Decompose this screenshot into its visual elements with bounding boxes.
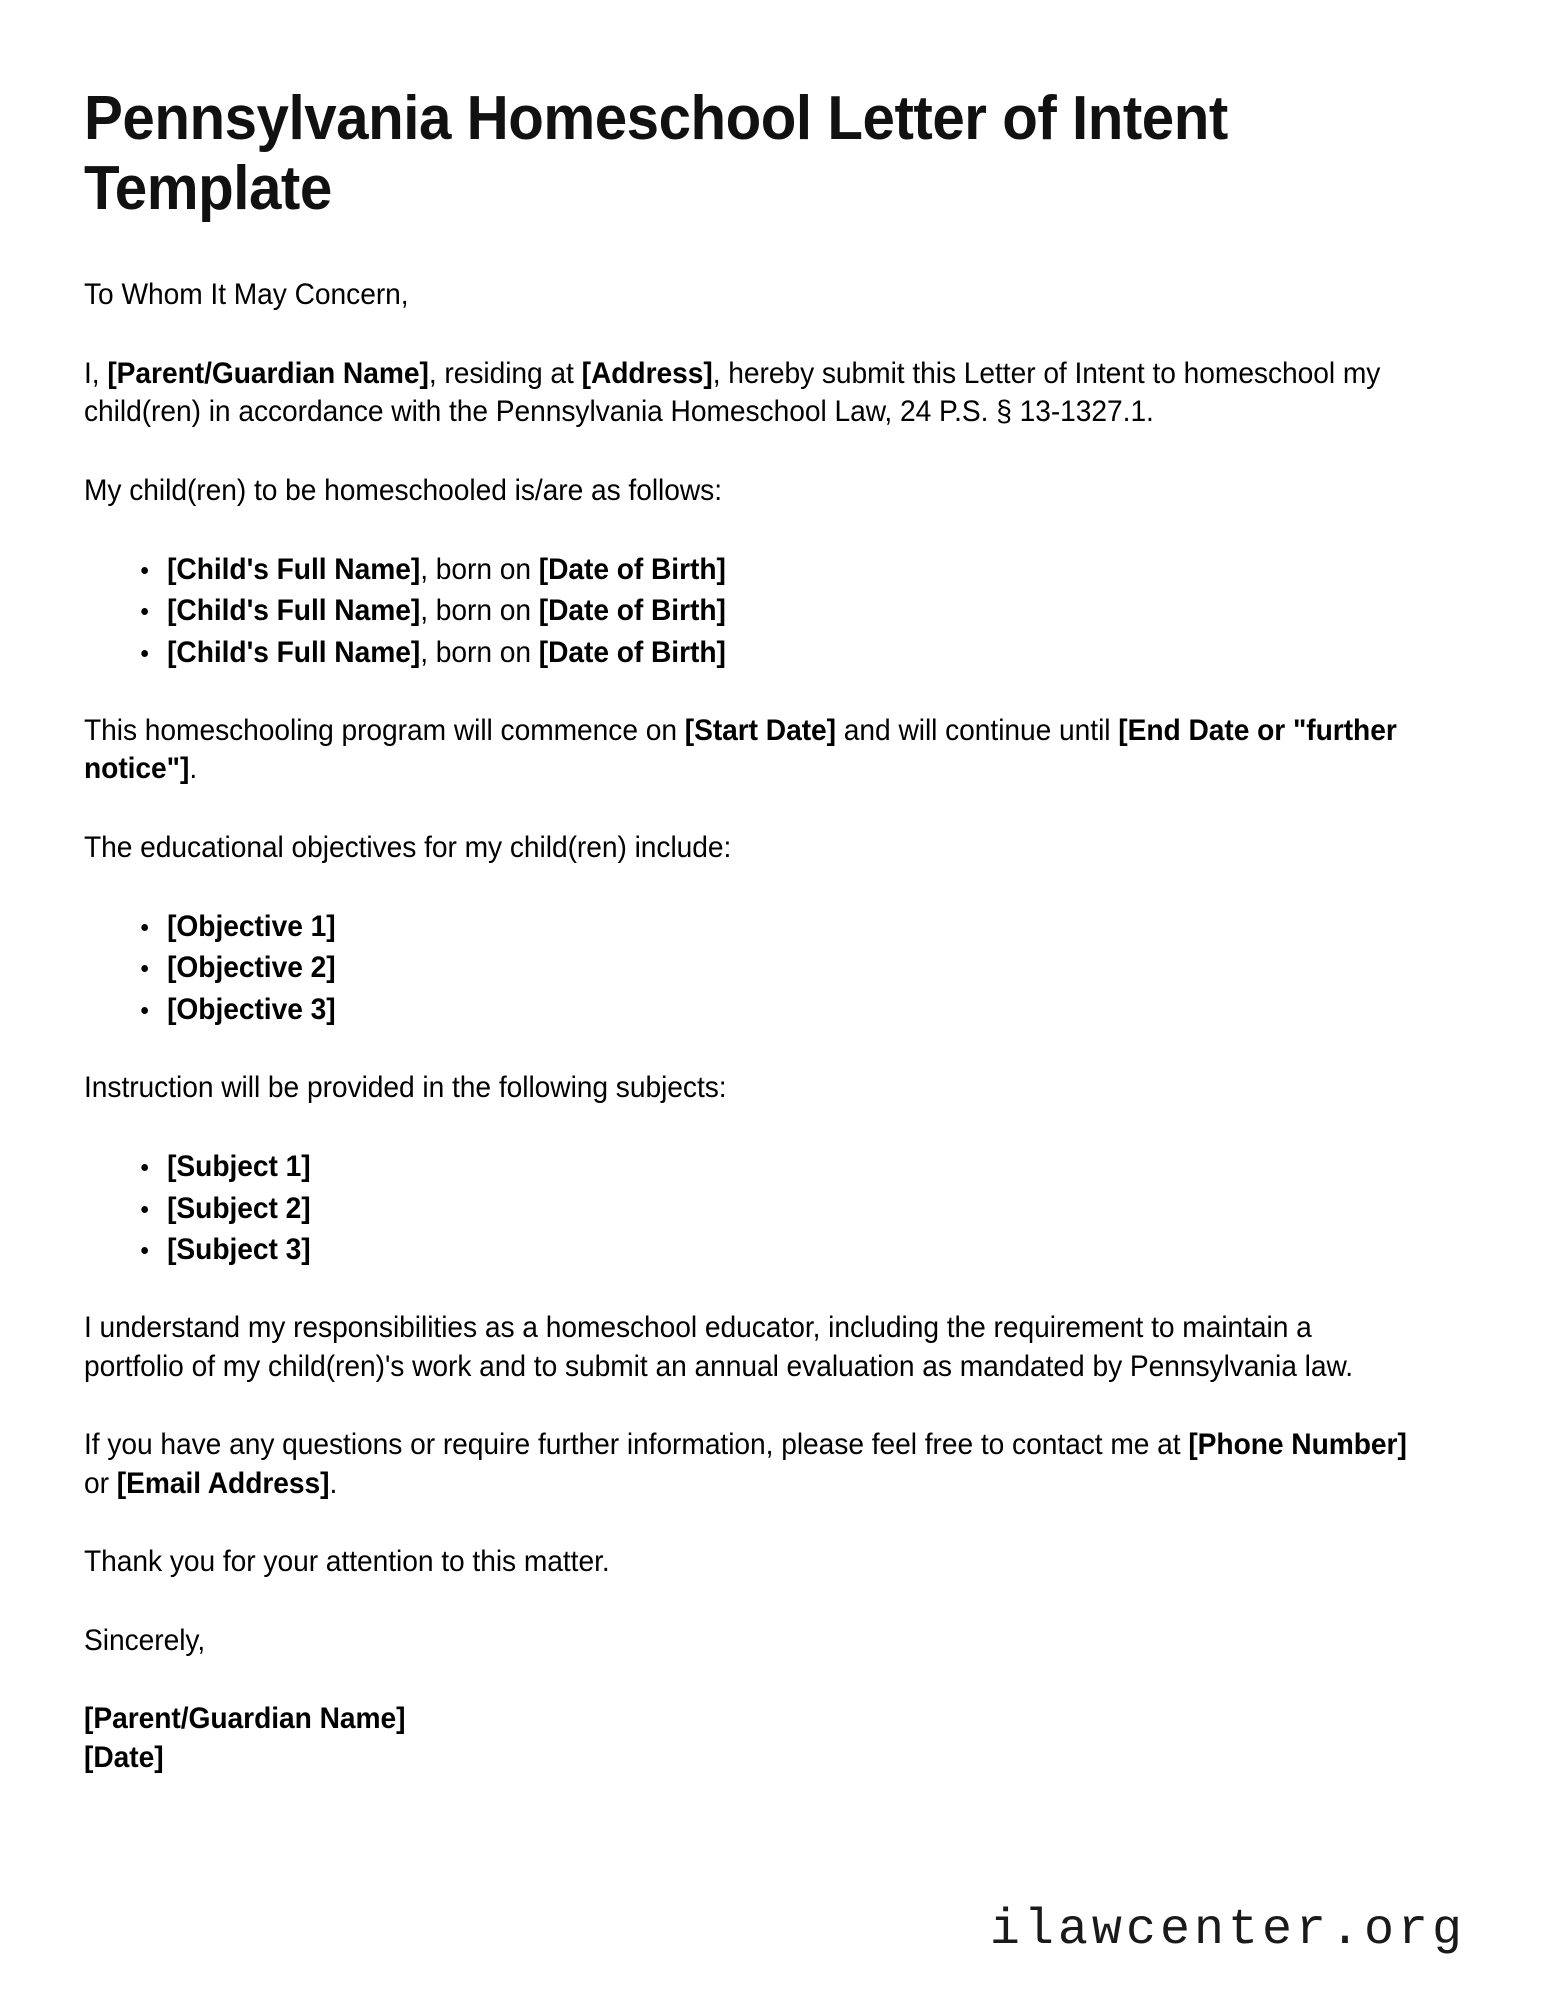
intro-lead: I,: [84, 356, 108, 390]
objective-placeholder: [Objective 2]: [167, 951, 336, 985]
email-placeholder: [Email Address]: [116, 1466, 330, 1500]
child-name-placeholder: [Child's Full Name]: [167, 553, 421, 587]
objective-placeholder: [Objective 1]: [167, 910, 336, 944]
child-name-placeholder: [Child's Full Name]: [167, 594, 421, 628]
address-placeholder: [Address]: [581, 356, 713, 390]
child-name-placeholder: [Child's Full Name]: [167, 635, 421, 669]
duration-paragraph: [84, 712, 1411, 789]
subject-placeholder: [Subject 1]: [167, 1150, 311, 1184]
list-item: [130, 990, 1452, 1029]
intro-tail: , hereby submit this Letter of Intent to homeschool my child(ren) in accordance with the Pennsylvania Homeschool Law, 24 P.S. § 13-1327.1.: [84, 356, 1381, 429]
salutation: To Whom It May Concern,: [84, 278, 409, 312]
site-watermark: ilawcenter.org: [989, 1902, 1466, 1959]
responsibilities-paragraph: I understand my responsibilities as a homeschool educator, including the requirement to maintain a portfolio of my child(ren)'s work and to submit an annual evaluation as mandated by Pennsylvania law.: [84, 1311, 1354, 1383]
objectives-heading: The educational objectives for my child(ren) include:: [84, 830, 732, 864]
closing-line: Sincerely,: [84, 1623, 206, 1657]
parent-name-placeholder: [Parent/Guardian Name]: [107, 356, 429, 390]
list-item: [130, 633, 1452, 672]
signature-name-placeholder: [Parent/Guardian Name]: [84, 1701, 406, 1735]
duration-tail: .: [189, 752, 198, 786]
list-item: [130, 1230, 1452, 1269]
start-date-placeholder: [Start Date]: [684, 713, 837, 747]
list-item: [130, 907, 1452, 946]
thanks-paragraph: Thank you for your attention to this matter.: [84, 1545, 610, 1579]
duration-lead: This homeschooling program will commence on: [84, 713, 685, 747]
child-dob-placeholder: [Date of Birth]: [538, 635, 726, 669]
child-born-text: , born on: [420, 635, 539, 669]
document-body: [84, 276, 1452, 1778]
contact-lead: If you have any questions or require further information, please feel free to contact me at: [84, 1428, 1189, 1462]
list-item: [130, 1189, 1452, 1228]
contact-mid: or: [84, 1466, 117, 1500]
signature-block: [84, 1700, 1452, 1778]
subjects-list: [84, 1147, 1452, 1269]
duration-mid: and will continue until: [836, 713, 1119, 747]
intro-paragraph: [84, 355, 1411, 432]
list-item: [130, 591, 1452, 630]
contact-tail: .: [329, 1466, 338, 1500]
subject-placeholder: [Subject 2]: [167, 1191, 311, 1225]
contact-paragraph: [84, 1426, 1411, 1503]
phone-placeholder: [Phone Number]: [1188, 1428, 1407, 1462]
list-item: [130, 550, 1452, 589]
child-born-text: , born on: [420, 553, 539, 587]
subject-placeholder: [Subject 3]: [167, 1232, 311, 1266]
children-heading: My child(ren) to be homeschooled is/are as follows:: [84, 473, 722, 507]
list-item: [130, 948, 1452, 987]
end-date-placeholder: [End Date or "further notice"]: [84, 713, 1397, 786]
children-list: [84, 550, 1452, 672]
signature-date-placeholder: [Date]: [84, 1740, 164, 1774]
intro-mid: , residing at: [428, 356, 582, 390]
list-item: [130, 1147, 1452, 1186]
objectives-list: [84, 907, 1452, 1029]
objective-placeholder: [Objective 3]: [167, 992, 336, 1026]
page-title: Pennsylvania Homeschool Letter of Intent Template: [84, 84, 1228, 224]
subjects-heading: Instruction will be provided in the following subjects:: [84, 1070, 727, 1104]
child-dob-placeholder: [Date of Birth]: [538, 553, 726, 587]
child-dob-placeholder: [Date of Birth]: [538, 594, 726, 628]
child-born-text: , born on: [420, 594, 539, 628]
